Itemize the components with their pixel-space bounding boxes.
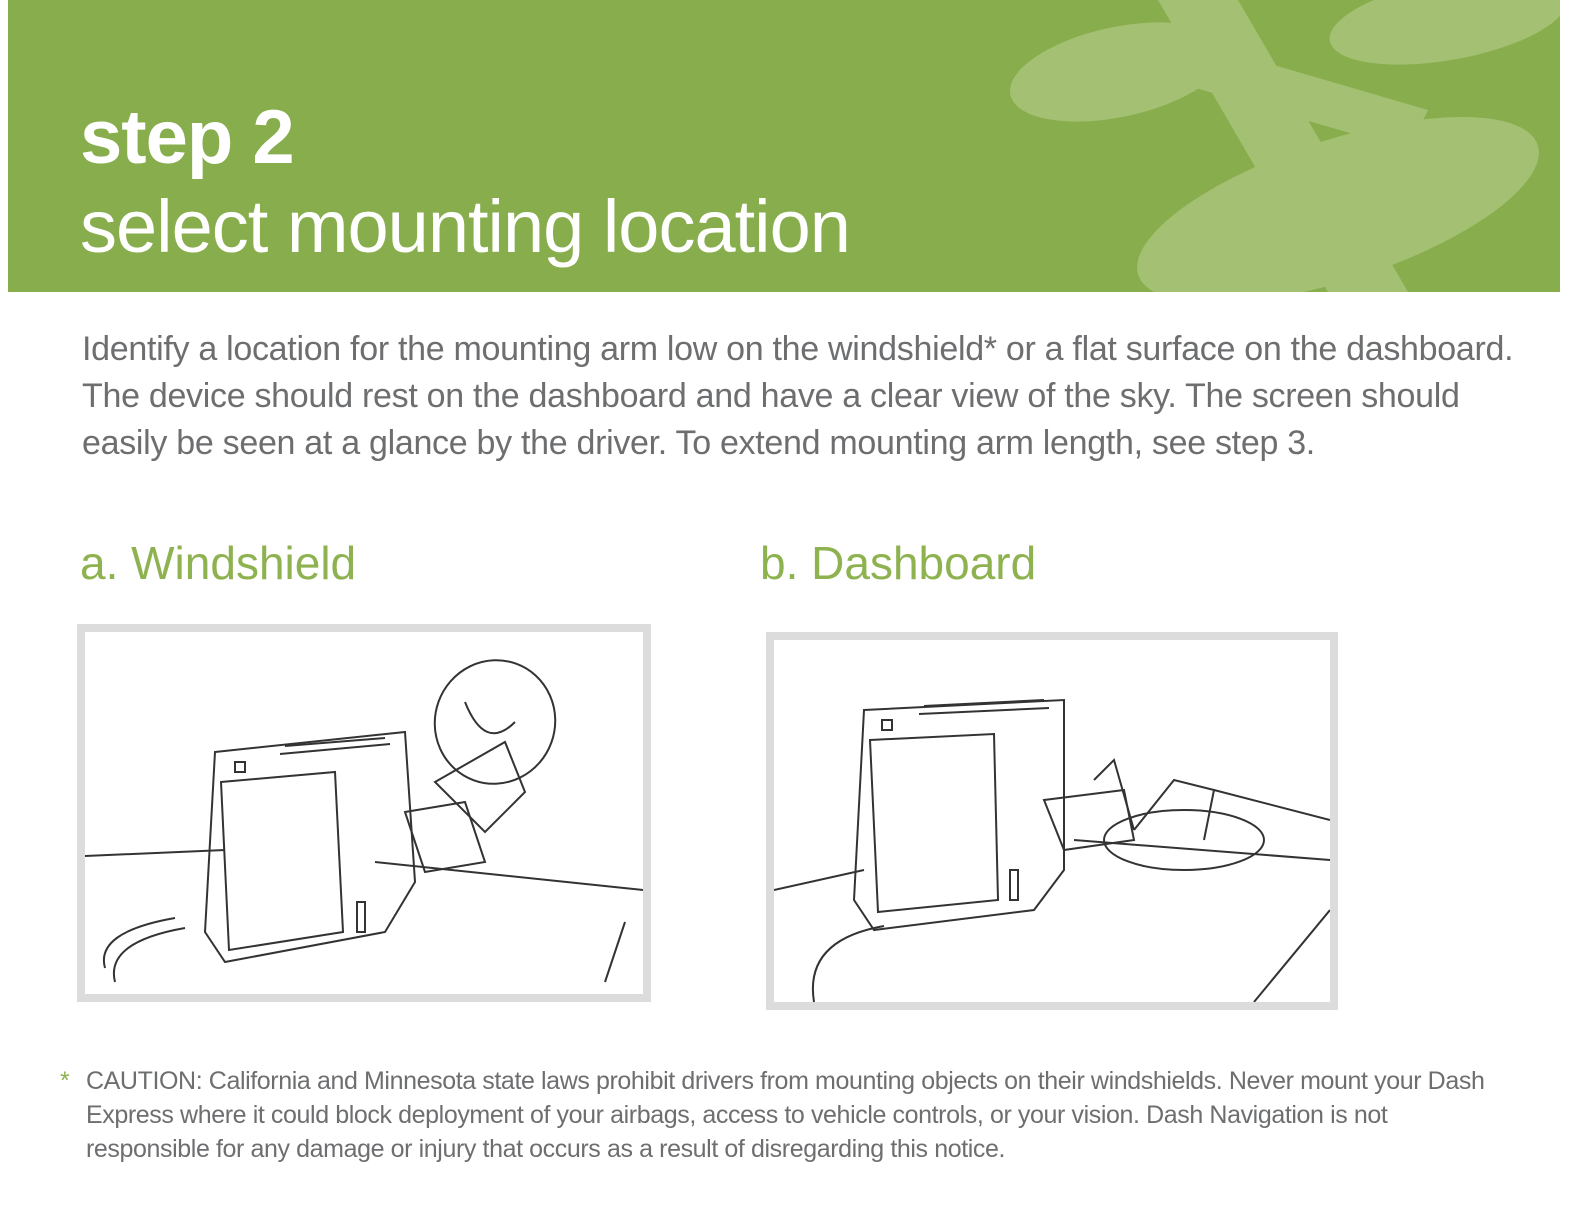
header-banner (8, 0, 1560, 292)
caution-note (60, 1064, 1485, 1163)
dashboard-heading: b. Dashboard (760, 537, 1037, 589)
gps-device-dashboard-icon (774, 640, 1330, 1002)
caution-text: CAUTION: California and Minnesota state laws prohibit drivers from mounting objects on their windshields. Never mount your Dash Express where it could block deployment of your airbags, access to vehicle controls, or your vision. Dash Navigation is not responsible for any damage or injury that occurs as a result of disregarding this notice. (86, 1067, 1485, 1163)
asterisk-icon: * (60, 1067, 70, 1095)
step-subtitle: select mounting location (80, 185, 850, 268)
windshield-mount-illustration (77, 624, 651, 1002)
windshield-heading: a. Windshield (80, 537, 357, 589)
intro-paragraph: Identify a location for the mounting arm low on the windshield* or a flat surface on the dashboard. The device should rest on the dashboard and have a clear view of the sky. The screen should easily be seen at a glance by the driver. To extend mounting arm length, see step 3. (82, 330, 1514, 462)
dashboard-mount-illustration (766, 632, 1338, 1010)
gps-device-windshield-icon (85, 632, 643, 994)
step-title: step 2 (80, 95, 294, 180)
